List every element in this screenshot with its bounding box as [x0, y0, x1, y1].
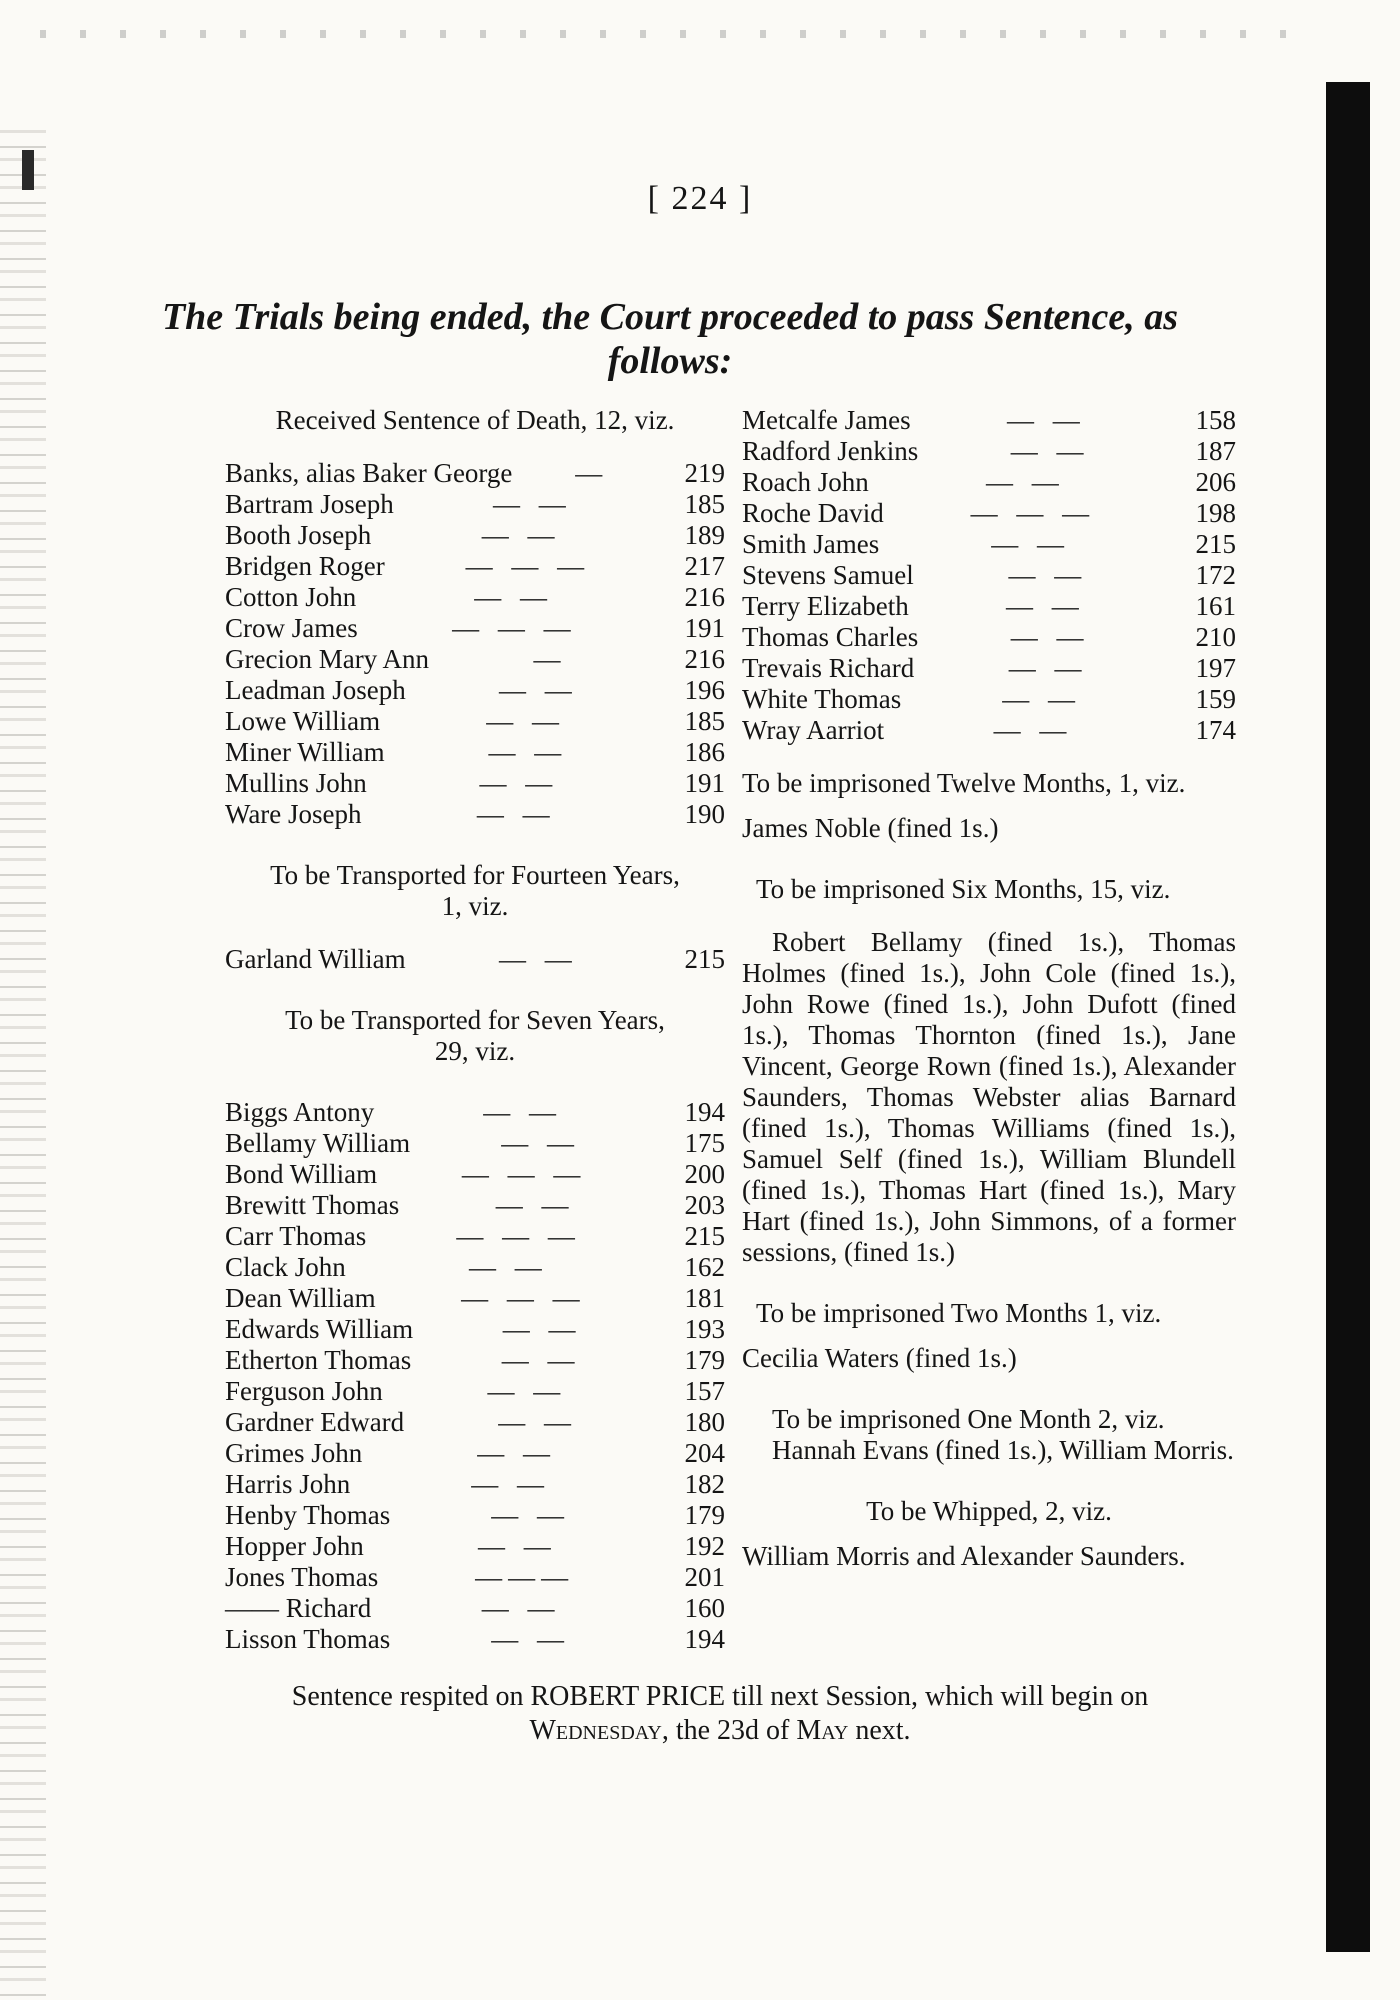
entry-page-ref: 160 — [684, 1593, 725, 1623]
entry-name: Metcalfe James — [742, 405, 911, 435]
entry-name: Grimes John — [225, 1438, 363, 1468]
entry-page-ref: 216 — [684, 644, 725, 674]
entry-page-ref: 191 — [684, 768, 725, 798]
scan-noise — [40, 30, 1320, 38]
entry-page-ref: 157 — [684, 1376, 725, 1406]
entry-page-ref: 203 — [684, 1190, 725, 1220]
entry-page-ref: 175 — [684, 1128, 725, 1158]
entry-dashes: — — — [486, 706, 565, 736]
entry-name: Bridgen Roger — [225, 551, 385, 581]
entry-name: Lisson Thomas — [225, 1624, 391, 1654]
whipped-text: William Morris and Alexander Saunders. — [742, 1541, 1186, 1571]
entry-row — [742, 498, 1236, 529]
entry-dashes: — — — [477, 1438, 556, 1468]
entry-dashes: — — — [492, 489, 572, 519]
entry-dashes: — — — [487, 1376, 567, 1406]
imprison2-text: Cecilia Waters (fined 1s.) — [742, 1343, 1017, 1373]
entry-page-ref: 215 — [684, 1221, 725, 1251]
entry-page-ref: 191 — [684, 613, 725, 643]
entry-dashes: — — — [1002, 684, 1081, 714]
imprison6-text: Robert Bellamy (fined 1s.), Thomas Holmes (fined 1s.), John Cole (fined 1s.), John Rowe (fined 1s.), John Dufott (fined 1s.), Thomas Thornton (fined 1s.), Jane Vincent, George Rown (fined 1s.), Alexander Saunders, Thomas Webster alias Barnard (fined 1s.), Thomas Williams (fined 1s.), Samuel Self (fined 1s.), William Blundell (fined 1s.), Thomas Hart (fined 1s.), Mary Hart (fined 1s.), John Simmons, of a former sessions, (fined 1s.) — [742, 927, 1236, 1267]
entry-page-ref: 215 — [684, 944, 725, 974]
entry-row — [742, 653, 1236, 684]
entry-dashes: — — — [498, 675, 578, 705]
entry-row — [225, 768, 725, 799]
entry-row — [225, 1593, 725, 1624]
entry-page-ref: 219 — [684, 458, 725, 488]
transport7-header-line2: 29, viz. — [434, 1036, 516, 1066]
entry-row — [742, 560, 1236, 591]
entry-dashes: — — — [993, 715, 1073, 745]
death-list — [225, 458, 725, 830]
entry-row — [742, 436, 1236, 467]
entry-name: Grecion Mary Ann — [225, 644, 429, 674]
entry-page-ref: 185 — [684, 706, 725, 736]
entry-row — [742, 622, 1236, 653]
entry-dashes: — — — [1010, 436, 1090, 466]
entry-page-ref: 217 — [684, 551, 725, 581]
entry-name: —— Richard — [225, 1593, 372, 1623]
entry-dashes: — — — [495, 1190, 575, 1220]
entry-row — [225, 1159, 725, 1190]
entry-page-ref: 159 — [1195, 684, 1236, 714]
entry-dashes: — — [533, 644, 567, 674]
transport14-header-line2: 1, viz. — [441, 891, 509, 921]
entry-page-ref: 182 — [684, 1469, 725, 1499]
entry-row — [225, 520, 725, 551]
imprison6-header: To be imprisoned Six Months, 15, viz. — [756, 874, 1171, 904]
entry-name: Thomas Charles — [742, 622, 919, 652]
entry-name: Gardner Edward — [225, 1407, 405, 1437]
entry-name: Banks, alias Baker George — [225, 458, 513, 488]
imprison2-header: To be imprisoned Two Months 1, viz. — [756, 1298, 1162, 1328]
entry-page-ref: 206 — [1195, 467, 1236, 497]
entry-page-ref: 197 — [1195, 653, 1236, 683]
entry-row — [225, 1531, 725, 1562]
entry-row — [225, 582, 725, 613]
entry-name: Carr Thomas — [225, 1221, 367, 1251]
entry-dashes: — — — [1006, 405, 1086, 435]
entry-row — [225, 1252, 725, 1283]
entry-row — [225, 1624, 725, 1655]
entry-name: Cotton John — [225, 582, 357, 612]
entry-dashes: — — — — [456, 1221, 581, 1251]
entry-row — [225, 489, 725, 520]
entry-row — [225, 1407, 725, 1438]
entry-row — [225, 737, 725, 768]
entry-page-ref: 216 — [684, 582, 725, 612]
entry-name: Booth Joseph — [225, 520, 372, 550]
entry-row — [225, 1190, 725, 1221]
entry-name: Clack John — [225, 1252, 346, 1282]
entry-name: Brewitt Thomas — [225, 1190, 400, 1220]
entry-page-ref: 200 — [684, 1159, 725, 1189]
entry-dashes: — — — [491, 1624, 570, 1654]
entry-name: Bartram Joseph — [225, 489, 394, 519]
entry-page-ref: 186 — [684, 737, 725, 767]
entry-page-ref: 190 — [684, 799, 725, 829]
footer-line-1: Sentence respited on ROBERT PRICE till next Session, which will begin on — [291, 1681, 1149, 1712]
entry-page-ref: 161 — [1195, 591, 1236, 621]
entry-dashes: — — — [488, 737, 568, 767]
entry-dashes: — — — [481, 520, 561, 550]
death-section-header: Received Sentence of Death, 12, viz. — [275, 405, 675, 435]
scan-shadow-bar — [1326, 82, 1370, 1952]
entry-dashes: — — — [474, 582, 554, 612]
scan-binding-edge — [0, 120, 46, 2000]
footer-day: Wednesday — [529, 1715, 662, 1746]
entry-row — [225, 1314, 725, 1345]
entry-name: Henby Thomas — [225, 1500, 391, 1530]
entry-page-ref: 192 — [684, 1531, 725, 1561]
entry-dashes: — — — [498, 944, 578, 974]
entry-row — [225, 644, 725, 675]
entry-name: Etherton Thomas — [225, 1345, 412, 1375]
right-column — [742, 405, 1236, 1572]
entry-dashes: — — — [502, 1314, 582, 1344]
entry-row — [742, 529, 1236, 560]
entry-name: Trevais Richard — [742, 653, 915, 683]
entry-row — [225, 1221, 725, 1252]
entry-name: Leadman Joseph — [225, 675, 406, 705]
entry-name: Ware Joseph — [225, 799, 362, 829]
entry-dashes: — — — — [452, 613, 577, 643]
entry-name: Radford Jenkins — [742, 436, 919, 466]
entry-dashes: — — — [491, 1500, 570, 1530]
entry-dashes: — — — [501, 1128, 580, 1158]
entry-dashes: — — — [991, 529, 1070, 559]
page-number: [ 224 ] — [647, 180, 753, 217]
imprison12-header: To be imprisoned Twelve Months, 1, viz. — [742, 768, 1186, 798]
entry-name: Garland William — [225, 944, 406, 974]
entry-dashes: — — — [479, 768, 559, 798]
entry-row — [225, 1345, 725, 1376]
entry-name: Edwards William — [225, 1314, 414, 1344]
entry-name: Crow James — [225, 613, 358, 643]
entry-page-ref: 194 — [684, 1097, 725, 1127]
entry-page-ref: 198 — [1195, 498, 1236, 528]
entry-page-ref: 204 — [684, 1438, 725, 1468]
entry-page-ref: 180 — [684, 1407, 725, 1437]
entry-dashes: — — — [985, 467, 1065, 497]
entry-name: Lowe William — [225, 706, 381, 736]
entry-dashes: — — — [498, 1407, 577, 1437]
entry-row — [225, 1438, 725, 1469]
entry-page-ref: 172 — [1195, 560, 1236, 590]
entry-name: Bond William — [225, 1159, 378, 1189]
transport7-header-line1: To be Transported for Seven Years, — [285, 1005, 665, 1035]
entry-row — [225, 799, 725, 830]
entry-row — [225, 1562, 725, 1593]
entry-row — [225, 1283, 725, 1314]
entry-dashes: — — — — [461, 1283, 586, 1313]
footer-date: , the 23d of — [661, 1715, 797, 1746]
entry-row — [225, 675, 725, 706]
left-column — [225, 405, 725, 1655]
transport14-list — [225, 944, 725, 975]
entry-row — [225, 613, 725, 644]
imprison1-text: Hannah Evans (fined 1s.), William Morris. — [772, 1435, 1234, 1465]
entry-row — [225, 944, 725, 975]
entry-row — [225, 551, 725, 582]
entry-dashes: — — — — [465, 551, 591, 581]
entry-dashes: — — — [1010, 622, 1090, 652]
entry-name: Bellamy William — [225, 1128, 411, 1158]
whipped-header: To be Whipped, 2, viz. — [866, 1496, 1112, 1526]
entry-row — [225, 1469, 725, 1500]
entry-dashes: ——— — [475, 1562, 575, 1592]
entry-row — [742, 467, 1236, 498]
entry-dashes: — — — [481, 1593, 561, 1623]
entry-name: Hopper John — [225, 1531, 364, 1561]
footer-end: next. — [848, 1715, 911, 1746]
entry-name: Roche David — [742, 498, 884, 528]
entry-page-ref: 179 — [684, 1500, 725, 1530]
entry-dashes: — — — — [461, 1159, 587, 1189]
entry-row — [225, 458, 725, 489]
entry-dashes: — — — — [970, 498, 1096, 528]
entry-page-ref: 196 — [684, 675, 725, 705]
entry-dashes: — — [575, 458, 609, 488]
entry-page-ref: 193 — [684, 1314, 725, 1344]
entry-name: Biggs Antony — [225, 1097, 375, 1127]
transport14-header-line1: To be Transported for Fourteen Years, — [270, 860, 680, 890]
entry-page-ref: 189 — [684, 520, 725, 550]
entry-row — [225, 1500, 725, 1531]
entry-page-ref: 215 — [1195, 529, 1236, 559]
entry-name: Smith James — [742, 529, 880, 559]
entry-page-ref: 194 — [684, 1624, 725, 1654]
entry-name: White Thomas — [742, 684, 902, 714]
entry-name: Stevens Samuel — [742, 560, 914, 590]
entry-dashes: — — — [477, 1531, 557, 1561]
entry-page-ref: 158 — [1195, 405, 1236, 435]
entry-row — [742, 684, 1236, 715]
entry-page-ref: 210 — [1195, 622, 1236, 652]
entry-name: Dean William — [225, 1283, 376, 1313]
entry-dashes: — — — [471, 1469, 550, 1499]
entry-page-ref: 179 — [684, 1345, 725, 1375]
transport7-list-right — [742, 405, 1236, 746]
entry-dashes: — — — [483, 1097, 563, 1127]
imprison12-text: James Noble (fined 1s.) — [742, 813, 999, 843]
entry-row — [742, 405, 1236, 436]
entry-name: Ferguson John — [225, 1376, 383, 1406]
entry-name: Roach John — [742, 467, 869, 497]
entry-page-ref: 174 — [1195, 715, 1236, 745]
entry-row — [225, 1128, 725, 1159]
footer-line-2 — [220, 1714, 1220, 1748]
entry-dashes: — — — [501, 1345, 581, 1375]
scan-binding-mark — [22, 150, 34, 190]
footer-month: May — [796, 1715, 849, 1746]
entry-name: Harris John — [225, 1469, 351, 1499]
imprison1-header: To be imprisoned One Month 2, viz. — [772, 1404, 1165, 1434]
entry-page-ref: 201 — [684, 1562, 725, 1592]
entry-name: Terry Elizabeth — [742, 591, 909, 621]
entry-dashes: — — — [476, 799, 556, 829]
entry-dashes: — — — [1008, 560, 1088, 590]
transport7-list-left — [225, 1097, 725, 1655]
entry-page-ref: 181 — [684, 1283, 725, 1313]
footer-note — [220, 1680, 1220, 1748]
page-heading: The Trials being ended, the Court proceeded to pass Sentence, as follows: — [161, 296, 1179, 382]
entry-row — [742, 591, 1236, 622]
entry-row — [225, 1376, 725, 1407]
entry-name: Wray Aarriot — [742, 715, 885, 745]
entry-page-ref: 187 — [1195, 436, 1236, 466]
entry-page-ref: 185 — [684, 489, 725, 519]
entry-name: Mullins John — [225, 768, 367, 798]
entry-name: Miner William — [225, 737, 385, 767]
entry-name: Jones Thomas — [225, 1562, 379, 1592]
entry-dashes: — — — [469, 1252, 548, 1282]
entry-dashes: — — — [1006, 591, 1085, 621]
entry-page-ref: 162 — [684, 1252, 725, 1282]
entry-row — [225, 706, 725, 737]
entry-row — [742, 715, 1236, 746]
entry-row — [225, 1097, 725, 1128]
entry-dashes: — — — [1008, 653, 1088, 683]
